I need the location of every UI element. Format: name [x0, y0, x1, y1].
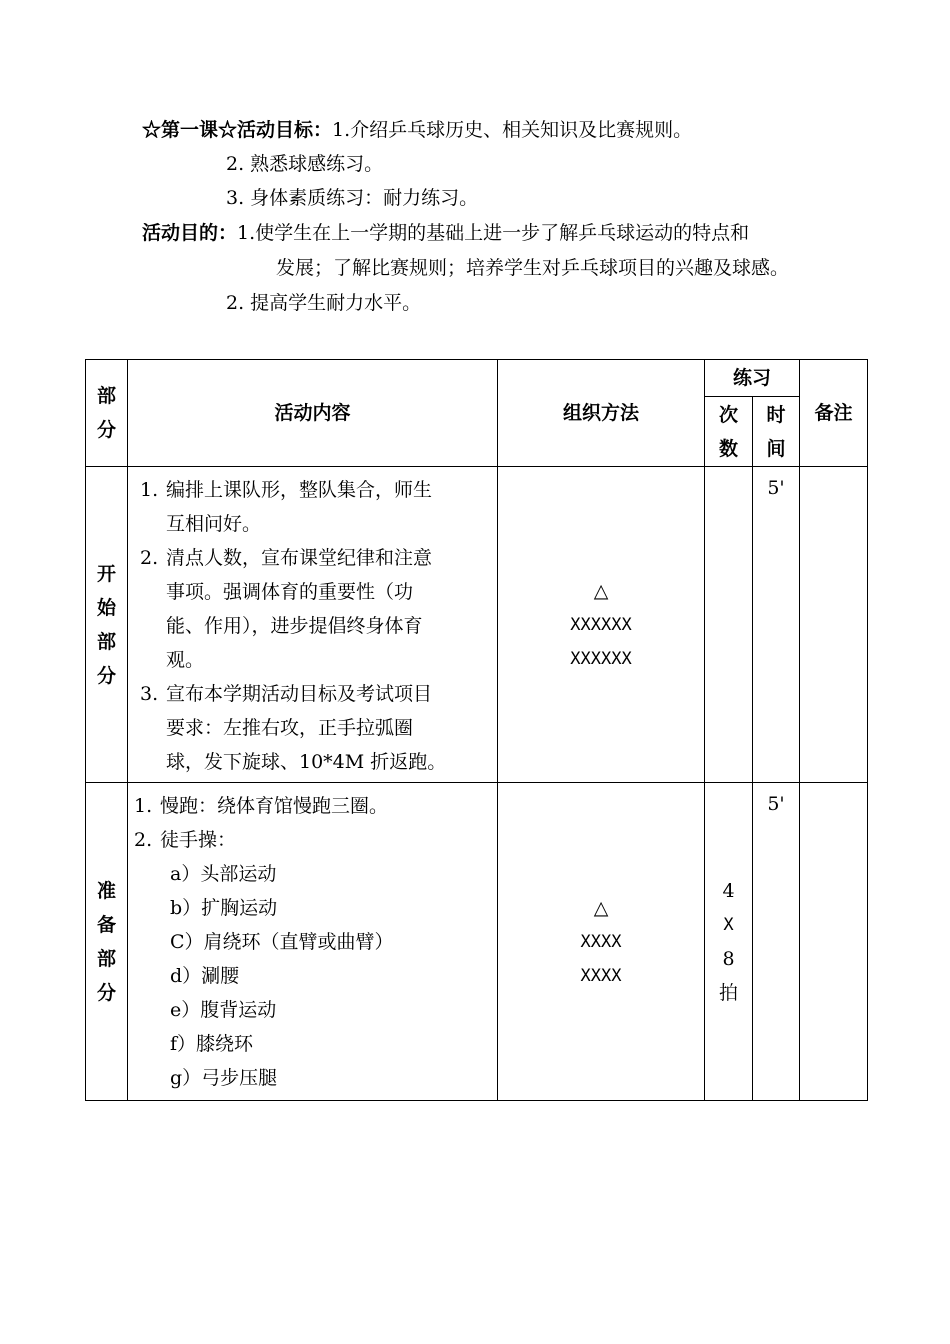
table-row [86, 783, 868, 1101]
part-char: 开 [96, 562, 116, 585]
activity-content [128, 783, 498, 1101]
formation-row: XXXXXX [570, 614, 632, 635]
header-time [753, 397, 800, 467]
goal-3: 3. 身体素质练习：耐力练习。 [226, 187, 479, 209]
item-line: 要求：左推右攻，正手拉弧圈 [166, 717, 414, 739]
count-char: 8 [722, 947, 735, 970]
part-char: 分 [96, 664, 116, 687]
list-item [134, 789, 487, 823]
practice-count [705, 467, 753, 783]
item-line: 能、作用），进步提倡终身体育 [166, 615, 423, 637]
organization-method [498, 467, 705, 783]
item-line: 宣布本学期活动目标及考试项目 [166, 683, 433, 705]
header-part [86, 360, 128, 467]
item-line: 事项。强调体育的重要性（功 [166, 581, 414, 603]
item-line: 互相问好。 [166, 513, 262, 535]
formation-row: XXXXXX [570, 648, 632, 669]
item-text [166, 541, 487, 677]
item-line: 清点人数，宣布课堂纪律和注意 [166, 547, 433, 569]
item-line: 观。 [166, 649, 205, 671]
list-item [140, 677, 487, 779]
item-text [166, 677, 487, 779]
list-item [134, 823, 487, 857]
part-char: 准 [96, 879, 116, 902]
sub-item: g）弓步压腿 [170, 1067, 278, 1089]
count-char: X [723, 914, 734, 935]
header-times-char: 数 [718, 437, 738, 460]
item-line: 编排上课队形，整队集合，师生 [166, 479, 433, 501]
header-row-1 [86, 360, 868, 397]
sub-item: C）肩绕环（直臂或曲臂） [170, 931, 394, 953]
purpose-1: 1.使学生在上一学期的基础上进一步了解乒乓球运动的特点和 [237, 222, 750, 244]
header-notes: 备注 [800, 360, 868, 467]
count-char: 4 [722, 879, 735, 902]
goal-1: 1.介绍乒乓球历史、相关知识及比赛规则。 [332, 119, 693, 141]
purpose-2: 2. 提高学生耐力水平。 [226, 292, 422, 314]
sub-item: a）头部运动 [170, 863, 277, 885]
sub-item: d）涮腰 [170, 965, 240, 987]
item-line: 球，发下旋球、10*4M 折返跑。 [166, 751, 447, 773]
purpose-line-1 [142, 220, 749, 246]
list-item [140, 541, 487, 677]
teacher-triangle-icon: △ [593, 896, 609, 919]
header-part-char: 分 [96, 419, 116, 441]
header-times-char: 次 [718, 403, 738, 426]
item-number: 1. [134, 795, 153, 817]
item-number: 1. [140, 479, 159, 501]
part-char: 部 [96, 947, 116, 970]
part-char: 始 [96, 596, 116, 619]
organization-method [498, 783, 705, 1101]
part-start [86, 467, 128, 783]
activity-content [128, 467, 498, 783]
goal-2: 2. 熟悉球感练习。 [226, 153, 384, 175]
item-text: 慢跑：绕体育馆慢跑三圈。 [160, 795, 389, 817]
item-text [166, 473, 487, 541]
item-number: 2. [140, 547, 159, 569]
header-times [705, 397, 753, 467]
formation-row: XXXX [580, 965, 622, 986]
part-char: 备 [96, 913, 116, 936]
item-text: 徒手操： [160, 829, 237, 851]
practice-count [705, 783, 753, 1101]
practice-time: 5' [753, 467, 800, 783]
part-prepare [86, 783, 128, 1101]
header-time-char: 间 [766, 437, 786, 460]
goal-line-1 [142, 117, 692, 143]
sub-item: e）腹背运动 [170, 999, 277, 1021]
part-char: 部 [96, 630, 116, 653]
item-number: 3. [140, 683, 159, 705]
header-content: 活动内容 [128, 360, 498, 467]
purpose-label: 活动目的： [142, 222, 238, 244]
sub-item: f）膝绕环 [170, 1033, 254, 1055]
lesson-plan-table [85, 359, 868, 1101]
part-char: 分 [96, 981, 116, 1004]
notes-cell [800, 783, 868, 1101]
purpose-1-cont: 发展；了解比赛规则；培养学生对乒乓球项目的兴趣及球感。 [276, 257, 790, 279]
header-method: 组织方法 [498, 360, 705, 467]
formation-row: XXXX [580, 931, 622, 952]
header-part-char: 部 [96, 385, 116, 407]
list-item [140, 473, 487, 541]
item-number: 2. [134, 829, 153, 851]
practice-time: 5' [753, 783, 800, 1101]
header-time-char: 时 [766, 403, 786, 426]
table-row [86, 467, 868, 783]
teacher-triangle-icon: △ [593, 579, 609, 602]
notes-cell [800, 467, 868, 783]
sub-item: b）扩胸运动 [170, 897, 278, 919]
lesson-label: ☆第一课☆活动目标： [142, 119, 333, 141]
header-practice: 练习 [705, 360, 800, 397]
count-char: 拍 [718, 981, 738, 1004]
